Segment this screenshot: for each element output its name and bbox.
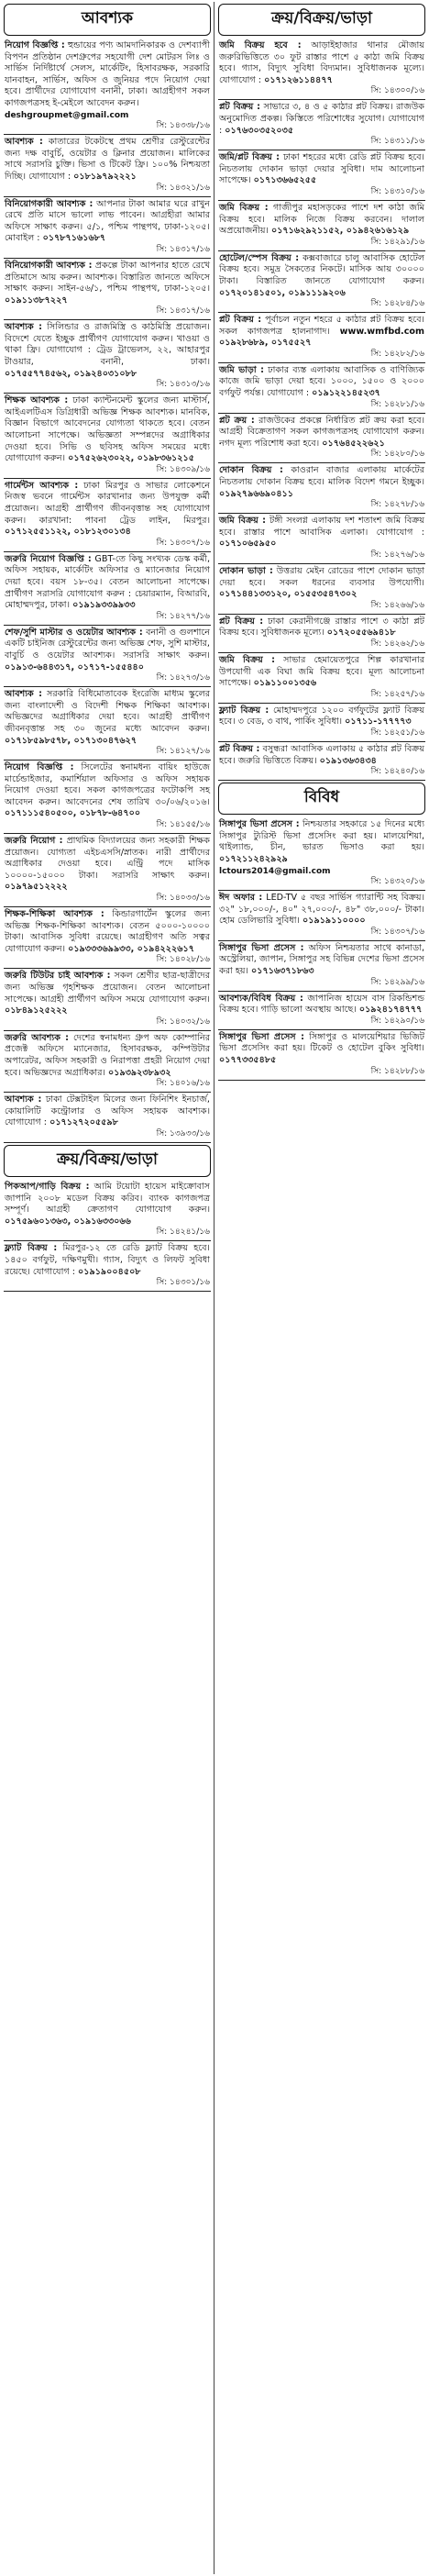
ad-code: সি: ১৪২৭৩/১৬	[156, 673, 210, 683]
classified-ad	[4, 1093, 211, 1143]
section-header-buy-sell: ক্রয়/বিক্রয়/ভাড়া	[4, 1145, 211, 1177]
classified-ad	[218, 615, 425, 653]
classified-ad	[218, 817, 425, 891]
classified-ad	[218, 891, 425, 941]
ad-body: আপনার টাকা আমার ঘরে রাখুন রেখে প্রতি মাসে ভালো লাভ পাবেন। আগ্রহীরা আমার অফিসে সাক্ষাৎ করুন। ৫/১, পশ্চিম পান্থপথ, ঢাকা-১২০৫। মোবাইল :	[5, 198, 210, 244]
ad-code: সি: ১৪৩১৭/১৬	[156, 306, 210, 316]
ad-code: সি: ১৪২৮৪/১৬	[370, 299, 424, 309]
ad-code: সি: ১৪৩০৯/১৬	[156, 464, 210, 474]
ad-title: আবশ্যক :	[5, 689, 42, 700]
ad-title: সিঙ্গাপুর ভিসা প্রসেস :	[219, 1031, 304, 1042]
ad-title: জরুরি আবশ্যক :	[5, 1032, 69, 1043]
ad-phone: ০১৮১৯৭৯২২২১	[73, 171, 137, 182]
ad-body: মোহাম্মদপুরে ১২০০ বর্গফুটের ফ্ল্যাট বিক্রয় হবে। ৩ বেড, ৩ বাথ, পার্কিং সুবিধা।	[219, 705, 424, 727]
classified-ad	[218, 514, 425, 564]
classified-ad	[218, 704, 425, 742]
ad-title: সিঙ্গাপুর ভিসা প্রসেস :	[219, 819, 300, 830]
ad-body: বসুন্ধরা আবাসিক এলাকায় ৫ কাঠার প্লট বিক্রয় হবে। জরুরি ভিত্তিতে বিক্রয়।	[219, 743, 424, 766]
ad-body: সাভার হেমায়েতপুরে শিল্প কারখানার উপযোগী এক বিঘা জমি বিক্রয় হবে। মূল্য আলোচনা সাপেক্ষে।	[219, 654, 424, 689]
ad-body: আমি টয়োটা হায়েস মাইক্রোবাস জাপানি ২০০৮ মডেল বিক্রয় করিব। ব্যাংক কাগজপত্র সম্পূর্ণ। আগ্রহী ক্রেতাগণ যোগাযোগ করুন।	[5, 1181, 210, 1216]
classified-ad	[218, 564, 425, 615]
ad-code: সি: ১৪২৫১/১৬	[370, 727, 424, 738]
ad-body: হুন্ডায়ের পণ্য আমদানিকারক ও দেশব্যাপী বিপণন প্রতিষ্ঠান দেশগ্রুপের সহযোগী দেশ মোটরস লিঃ ও সার্ভিস নির্দিষ্টার্থে সেলস, মার্কেটিং, হিসাবরক্ষক, সরকারি যানবাহন, সার্ভিস, অফিস ও জুনিয়র পদে নিয়োগ দেয়া হবে। প্রার্থীদের যোগাযোগ বনানী, ঢাকা। আগ্রহীগণ সকল কাগজপত্রসহ ই-মেইলে আবেদন করুন।	[5, 40, 210, 108]
ad-phone: ০১৭১৬৩৭১৮৬৩	[251, 966, 314, 977]
section-header-wanted: আবশ্যক	[4, 4, 211, 36]
ad-phone: ০১৭১৮৫৯৮৫৭৮, ০১৭১৩০৪৭৬২৭	[5, 735, 138, 746]
ad-title: বিনিয়োগকারী আবশ্যক :	[5, 198, 94, 209]
ad-phone: ০১৭১২৫৫১১২২, ০১৮১২৩০১৩৪	[5, 527, 131, 538]
ad-code: সি: ১৪৩৩৮/১৬	[156, 121, 210, 131]
right-ads-list-2	[218, 817, 425, 1081]
section-header-buy-sell-rent: ক্রয়/বিক্রয়/ভাড়া	[218, 4, 425, 36]
classified-ad	[218, 100, 425, 150]
ad-phone: ০১৯১৩৬৩৪৩৪	[319, 755, 377, 766]
ad-body: জাপানিজ হায়েস বাস রিকন্ডিশন্ড বিক্রয় হবে। গাড়ি ভালো অবস্থায় আছে।	[219, 993, 424, 1016]
classified-ad	[4, 259, 211, 320]
ad-code: সি: ১৪৩০০/১৬	[370, 86, 424, 96]
ad-title: ঈদ অফার :	[219, 893, 263, 904]
ad-title: দোকান বিক্রয় :	[219, 465, 283, 476]
ad-phone: ০১৭১২৭২০৫৫৯৮	[50, 1117, 118, 1128]
ad-code: সি: ১৪৩২১/১৬	[156, 183, 210, 193]
ad-title: জমি বিক্রয় হবে :	[219, 40, 302, 50]
ad-title: ফ্ল্যাট বিক্রয় :	[5, 1243, 58, 1254]
classified-ad	[218, 653, 425, 704]
ad-body: ঢাকা টেক্সটাইল মিলের জন্য ফিনিশিং ইনচার্জ, কোয়ালিটি কন্ট্রোলার ও অফিস সহায়ক আবশ্যক। যোগাযোগ :	[5, 1094, 210, 1128]
ad-title: শিক্ষক আবশ্যক :	[5, 395, 69, 406]
ad-title: শিক্ষক-শিক্ষিকা আবশ্যক :	[5, 909, 104, 920]
ad-phone: ০১৭১১১৫৪০৫০০, ০১৮৭৮-৬৪৭০০	[5, 808, 141, 819]
ad-code: সি: ১৪৩১৭/১৬	[156, 244, 210, 254]
ad-body: পূর্বাচল নতুন শহরে ৫ কাঠার প্লট বিক্রয় হবে। সকল কাগজপত্র হালনাগাদ।	[219, 315, 424, 337]
ad-code: সি: ১৪৩১১/১৬	[370, 137, 424, 147]
ad-body: LED-TV ৫ বছর সার্ভিস গ্যারান্টি সহ বিক্রয়। ৩২" ১৮,০০০/-, ৪০" ২৭,০০০/-, ৪৮" ৩৮,০০০/- টাকা। হোম ডেলিভারি সুবিধা।	[219, 893, 424, 927]
classified-ad	[4, 687, 211, 761]
ad-body: GBT-তে কিছু সংখ্যক ডেস্ক কর্মী, অফিস সহায়ক, মার্কেটিং অফিসার ও ম্যানেজার নিয়োগ দেয়া হবে। বয়স ১৮-৩৫। বেতন আলোচনা সাপেক্ষে। প্রার্থীগণ সরাসরি যোগাযোগ করুন : চেয়ারম্যান, বিআরবি, মোহাম্মদপুর, ঢাকা।	[5, 553, 210, 611]
ad-code: সি: ১৪২৮২/১৬	[370, 349, 424, 359]
ad-code: সি: ১৪১২৭/১৬	[156, 747, 210, 757]
ad-phone: ০১৭৮৭১৬১৬৮৭	[42, 233, 106, 244]
ad-title: প্লট বিক্রয় :	[219, 315, 262, 326]
ad-phone: ০১৯২৭৯৬৬৯০৪১১	[219, 488, 294, 499]
ad-website: www.wmfbd.com	[339, 326, 424, 337]
ad-title: প্লট বিক্রয় :	[219, 743, 260, 754]
ad-code: সি: ১৪২৭৭/১৬	[156, 611, 210, 621]
classified-ad	[218, 150, 425, 201]
ad-title: আবশ্যক :	[5, 1094, 42, 1105]
ad-code: সি: ১৪২৪১/১৬	[156, 1227, 210, 1238]
ad-title: শেফ/সুশি মাস্টার ও ওয়েটার আবশ্যক :	[5, 627, 143, 638]
ad-body: সকল শ্রেণীর ছাত্র-ছাত্রীদের জন্য অভিজ্ঞ গৃহশিক্ষক প্রয়োজন। বেতন আলোচনা সাপেক্ষে। আগ্রহী প্রার্থীগণ অফিস সময়ে যোগাযোগ করুন।	[5, 971, 211, 1005]
ad-code: সি: ১৪২৯১/১৬	[370, 237, 424, 247]
classified-ad	[218, 941, 425, 992]
ad-code: সি: ১৪২৬২/১৬	[370, 638, 424, 649]
ad-title: প্লট বিক্রয় :	[219, 616, 264, 627]
ad-code: সি: ১৪২৫৭/১৬	[370, 689, 424, 699]
ad-body: দেশের স্বনামধন্য গ্রুপ অফ কোম্পানির প্রজেক্ট অফিসে ম্যানেজার, হিসাবরক্ষক, কম্পিউটার অপারেটর, অফিস সহকারী ও নিরাপত্তা প্রহরী নিয়োগ দেয়া হবে। অভিজ্ঞদের অগ্রাধিকার।	[5, 1032, 210, 1078]
ad-title: হোটেল/স্পেস বিক্রয় :	[219, 252, 300, 263]
classified-ad	[4, 626, 211, 687]
right-column	[218, 2, 425, 2574]
ad-title: সিঙ্গাপুর ভিসা প্রসেস :	[219, 942, 304, 953]
ad-phone: ০১৭৫৯৬০১৩৬৩, ০১৯১৬৩৩০৬৬	[5, 1216, 131, 1227]
ad-body: সিলিন্ডার ও রাজমিস্ত্রি ও কাঠমিস্ত্রি প্রয়োজন। বিদেশে যেতে ইচ্ছুক প্রার্থীগণ যোগাযোগ করুন। খাওয়া ও থাকা ফ্রি। যোগাযোগ : ট্রেড ট্রাভেলস, ২২, আহারপুর টাওয়ার, বনানী, ঢাকা।	[5, 322, 210, 368]
ad-title: জমি বিক্রয় :	[219, 654, 276, 665]
ad-title: জরুরি নিয়োগ বিজ্ঞপ্তি :	[5, 553, 92, 564]
ad-body: রাজউকের প্রকল্পে নির্ধারিত প্লট ক্রয় করা হবে। আগ্রহী বিক্রেতাগণ সকল কাগজপত্রসহ যোগাযোগ করুন। নগদ মূল্য পরিশোধ করা হবে।	[219, 415, 425, 449]
classified-ad	[4, 907, 211, 969]
ad-code: সি: ১৪২৬৬/১৬	[370, 600, 424, 610]
ad-body: কাওরান বাজার এলাকায় মার্কেটের নিচতলায় দোকান বিক্রয় হবে। মালিক বিদেশ গমনে ইচ্ছুক।	[219, 465, 425, 488]
classified-ad	[4, 1031, 211, 1093]
ad-title: প্লট বিক্রয় :	[219, 102, 260, 113]
classified-ad	[4, 834, 211, 907]
ad-body: টঙ্গী সংলগ্ন এলাকায় দশ শতাংশ জমি বিক্রয় হবে। রাস্তার পাশে আবাসিক এলাকা। যোগাযোগ :	[219, 516, 424, 538]
classified-ad	[4, 761, 211, 834]
ad-body: মিরপুর-১২ তে রেডি ফ্ল্যাট বিক্রয় হবে। ১৪৫০ বর্গফুট, দক্ষিণমুখী। গ্যাস, বিদ্যুৎ ও লিফট সুবিধা রয়েছে। যোগাযোগ :	[5, 1243, 210, 1277]
ad-body: ঢাকা ক্যান্টনমেন্ট স্কুলের জন্য মাস্টার্স, আইএলটিএস ডিগ্রিধারী অভিজ্ঞ শিক্ষক আবশ্যক। মানবিক, বিজ্ঞান বিভাগে আবেদনের যোগ্যতা থাকতে হবে। বেতন আলোচনা সাপেক্ষে। অভিজ্ঞতা সম্পন্নদের অগ্রাধিকার দেওয়া হবে। সিভি ও ছবিসহ অফিস সময়ের মধ্যে যোগাযোগ করুন।	[5, 395, 211, 464]
section-header-misc: বিবিধ	[218, 783, 425, 815]
ad-email: deshgroupmet@gmail.com	[5, 110, 129, 120]
ad-title: জমি বিক্রয় :	[219, 516, 266, 527]
ad-code: সি: ১৪৩২০/১৬	[370, 877, 424, 887]
ad-body: অফিস নিশ্চয়তার সাথে কানাডা, অস্ট্রেলিয়া, জাপান, সিঙ্গাপুর সহ বিভিন্ন দেশের ভিসা প্রসেস করা হয়।	[219, 942, 424, 977]
left-ads-list-2	[4, 1180, 211, 1292]
ad-code: সি: ১৪০২৮/১৬	[156, 955, 210, 965]
classified-ad	[4, 135, 211, 196]
classified-ad	[218, 39, 425, 100]
ad-code: সি: ১৪২৮৮/১৬	[370, 1066, 424, 1076]
ad-phone: ০১৭১৪৪১৩৩১২০, ০১৫৫৩৫৪৭৩০২	[219, 589, 358, 600]
ad-body: নিশ্চয়তার সহকারে ১৫ দিনের মধ্যে সিঙ্গাপুর ট্যুরিস্ট ভিসা প্রসেসিং করা হয়। মালয়েশিয়া, থাইল্যান্ড, চীন, ভারত ভিসাও করা হয়।	[219, 819, 424, 853]
ad-code: সি: ১৪৩০৭/১৬	[156, 538, 210, 548]
ad-code: সি: ১৪৩১০/১৬	[370, 186, 424, 196]
ad-title: আবশ্যক :	[5, 322, 42, 333]
ad-body: কাতারের টকেটস্থে প্রথম শ্রেণীর রেস্টুরেন্টের জন্য দক্ষ বাবুর্চি, ওয়েটার ও ক্লিনার প্রয়োজন। মালিকের সাথে সরাসরি চুক্তি। ভিসা ও টিকেট ফ্রি। ১০০% নিশ্চয়তা দিচ্ছি। যোগাযোগ :	[5, 137, 210, 182]
ad-phone: ০১৭১০৬৫৯৫০	[219, 539, 277, 550]
ad-body: সাভারে ৩, ৪ ও ৫ কাঠার প্লট বিক্রয়। রাজউক অনুমোদিত প্রকল্প। কিস্তিতে পরিশোধের সুযোগ। যোগাযোগ :	[219, 102, 424, 136]
ad-phone: ০১৯১১০০১৩৫৬	[253, 678, 317, 689]
ad-body: কক্সবাজারে চালু আবাসিক হোটেল বিক্রয় হবে। সমুদ্র সৈকতের নিকটে। মাসিক আয় ৩০০০০ টাকা। বিস্তারিত জানতে যোগাযোগ করুন।	[219, 252, 424, 286]
ad-phone: ০১৯৭৯৫১২২২২	[5, 882, 68, 893]
ad-body: ঢাকা শহরের মধ্যে রেডি প্লট বিক্রয় হবে। নিচতলায় দোকান ভাড়া দেয়ার সুবিধা। দাম আলোচনা সাপেক্ষে।	[219, 152, 424, 186]
ad-phone: ০১৭৫৫৭৭৪৫৬২, ০১৯২৪০৩১০৮৮	[5, 368, 138, 379]
ad-phone: ০১৭২০১৪১৫০১, ০১৯১১১৯২০৬	[219, 287, 346, 298]
classified-ad	[4, 394, 211, 479]
ad-phone: ০১৭৫২৬২৩০২২, ০১৯৮৩৬১২১৫	[68, 453, 194, 464]
ad-phone: ০১৯১৩-৬৪৪৩১৭, ০১৭১৭-১৫৫৪৪০	[5, 661, 145, 672]
classified-ad	[4, 320, 211, 394]
classified-ad	[4, 1241, 211, 1292]
ad-code: সি: ১৪৩০১/১৬	[156, 1278, 210, 1288]
classified-ad	[218, 251, 425, 313]
ad-email: lctours2014@gmail.com	[219, 866, 331, 876]
ad-phone: ০১৯২৪১৭৪৭৭৭	[358, 1005, 423, 1016]
classified-ad	[218, 742, 425, 781]
classified-ad	[218, 463, 425, 514]
ad-title: আবশ্যক :	[5, 137, 43, 148]
ad-body: বনানী ও গুলশানে একটি চাইনিজ রেস্টুরেন্টের জন্য অভিজ্ঞ শেফ, সুশি মাস্টার, বাবুর্চি ও ওয়েটার আবশ্যক। সরাসরি সাক্ষাৎ করুন।	[5, 627, 210, 661]
ad-code: সি: ১৪২৮১/১৬	[370, 399, 424, 409]
ad-code: সি: ১৪২৯০/১৬	[370, 1016, 424, 1026]
classified-ad	[218, 201, 425, 251]
ad-title: ফ্ল্যাট বিক্রয় :	[219, 705, 270, 716]
ad-title: প্লট ক্রয় :	[219, 415, 255, 426]
ad-body: গাজীপুর মহাসড়কের পাশে দশ কাঠা জমি বিক্রয় হবে। মালিক নিজে বিক্রয় করবেন। দালাল অপ্রয়োজনীয়।	[219, 202, 424, 237]
classified-ad	[4, 39, 211, 135]
ad-phone: ০১৭৬৩০৩৫২০৩৫	[225, 125, 294, 136]
ad-body: ঢাকা কেরানীগঞ্জে রাস্তার পাশে ৩ কাঠা প্লট বিক্রয় হবে। সুবিধাজনক মূল্যে।	[219, 616, 424, 638]
classified-ad	[4, 552, 211, 626]
ad-title: নিয়োগ বিজ্ঞপ্তি :	[5, 40, 65, 50]
ad-title: জরুরি নিয়োগ :	[5, 836, 63, 847]
classified-ad	[218, 313, 425, 363]
ad-phone: ০১৭৭৩৩৫৪৮৫	[219, 1055, 277, 1066]
ad-body: উত্তরায় মেইন রোডের পাশে দোকান ভাড়া দেয়া হবে। সকল ধরনের ব্যবসার উপযোগী।	[219, 566, 424, 588]
ad-body: ঢাকা মিরপুর ও সাভার লোকেশনে নিজস্ব ভবনে গার্মেন্টস কারখানার জন্য উপযুক্ত কর্মী প্রয়োজন। আগ্রহী প্রার্থীগণ জীবনবৃত্তান্ত সহ যোগাযোগ করুন। কারখানা: পাবনা ট্রেড লাইন, মিরপুর।	[5, 480, 210, 526]
ad-title: আবশ্যক/বিবিধ বিক্রয় :	[219, 993, 303, 1004]
ad-body: সিলেটের স্বনামধন্য বায়িং হাউজে মার্চেন্ডাইজার, কমার্শিয়াল অফিসার ও অফিস সহায়ক নিয়োগ দেওয়া হবে। সকল কাগজপত্রের ফটোকপি সহ আবেদন করুন। আবেদনের শেষ তারিখ ৩০/০৬/২০১৬।	[5, 762, 210, 807]
ad-title: পিকআপ/গাড়ি বিক্রয় :	[5, 1181, 90, 1192]
ad-phone: ০১৯২৮৬৮৯, ০১৭৫৫২৭	[219, 338, 312, 349]
ad-phone: ০১৯৩৩৩৬৯৯৩৩, ০১৯৪২২২৬১৭	[68, 943, 194, 954]
ad-phone: ০১৯১২২১৪৫২৩৭	[312, 388, 380, 399]
classified-ad	[4, 479, 211, 552]
classified-ad	[218, 1030, 425, 1081]
ad-title: জমি ভাড়া :	[219, 364, 264, 375]
classified-ad	[218, 414, 425, 464]
ad-phone: ০১৯১৯১১০০০০	[302, 916, 366, 927]
classified-ad	[218, 992, 425, 1030]
ad-code: সি: ১৩৯৩৩/১৬	[156, 1128, 210, 1138]
ad-body: সরকারি বিধিমোতাবেক ইংরেজি মাধ্যম স্কুলের জন্য বাংলাদেশী ও বিদেশী শিক্ষক শিক্ষিকা আবশ্যক। অভিজ্ঞদের অগ্রাধিকার দেয়া হবে। আগ্রহী প্রার্থীগণ জীবনবৃত্তান্ত সহ ৩০ জুনের মধ্যে আবেদন করুন।	[5, 689, 210, 734]
ad-body: সিঙ্গাপুর ও মালয়েশিয়ার ভিজিট ভিসা প্রসেসিং করা হয়। টিকেট ও হোটেল বুকিং সুবিধা।	[219, 1031, 424, 1054]
classified-ad	[218, 363, 425, 414]
ad-code: সি: ১৪২৪০/১৬	[370, 767, 424, 777]
right-ads-list	[218, 39, 425, 781]
ad-code: সি: ১৪১৫৫/১৬	[156, 820, 210, 830]
ad-phone: ০১৭১১-১৭৭৭৭৩	[345, 716, 412, 727]
ad-code: সি: ১৪০১৬/১৬	[156, 1079, 210, 1089]
ad-phone: ০১৯১৯৩৩৯৯৩৩	[72, 600, 136, 611]
ad-phone: ০১৮৪৯১২৫২২২	[5, 1005, 68, 1016]
ad-phone: ০১৭৬৪৫২২৬২১	[322, 438, 385, 449]
ad-code: সি: ১৪০৩৩/১৬	[156, 894, 210, 904]
ad-phone: ০১৭১৬২৯২১১৫২, ০১৯৪২৬১৬১২৯	[270, 226, 410, 237]
ad-body: আড়াইহাজার থানার মৌজায় জরুরিভিত্তিতে ৩০ ফুট রাস্তার পাশে ৫ কাঠা জমি বিক্রয় হবে। গ্যাস, বিদ্যুৎ সুবিধা বিদ্যমান। সুবিধাজনক মূল্যে। যোগাযোগ :	[219, 40, 424, 85]
ad-title: বিনিয়োগকারী আবশ্যক :	[5, 260, 93, 271]
ad-phone: ০১৯১১৩৮৭২২৭	[5, 294, 68, 305]
left-column	[4, 2, 211, 2574]
ad-body: প্রকল্পে টাকা আপনার হাতে রেখে প্রতিমাসে আয় করুন। আবশ্যক। বিস্তারিত জানতে অফিসে সাক্ষাৎ করুন। সাইন-৫৬/১, পশ্চিম পান্থপথ, ঢাকা-১২০৫।	[5, 260, 210, 294]
left-ads-list	[4, 39, 211, 1143]
ad-code: সি: ১৪২৮০/১৬	[370, 450, 424, 460]
ad-phone: ০১৭২১১২৪২৯২৯	[219, 853, 288, 864]
ad-title: জমি/প্লট বিক্রয় :	[219, 152, 280, 163]
ad-phone: ০১৭১২৬১১৪৪৭৭	[264, 74, 333, 85]
ad-phone: ০১৭২০৫৫৬৯৪১৮	[326, 627, 396, 638]
ad-title: জরুরি টিউটর চাই আবশ্যক :	[5, 971, 111, 982]
ad-code: সি: ১৪২৭৬/১৬	[370, 550, 424, 560]
ad-title: দোকান ভাড়া :	[219, 566, 273, 576]
classified-ad	[4, 197, 211, 259]
ad-body: ঢাকার ব্যস্ত এলাকায় আবাসিক ও বাণিজ্যিক কাজে জমি ভাড়া দেয়া হবে। ১০০০, ১৫০০ ও ২০০০ বর্গফুট পর্যন্ত। যোগাযোগ :	[219, 364, 424, 399]
ad-body: প্রাথমিক বিদ্যালয়ের জন্য সহকারী শিক্ষক প্রয়োজন। যোগ্যতা এইচএসসি/স্নাতক। নারী প্রার্থীদের অগ্রাধিকার দেওয়া হবে। এন্ট্রি পদে মাসিক ১০০০০-১৫০০০ টাকা। সরাসরি সাক্ষাৎ করুন।	[5, 836, 210, 881]
ad-code: সি: ১৪৩০৭/১৬	[370, 927, 424, 937]
ad-code: সি: ১৪০৩২/১৬	[156, 1016, 210, 1027]
ad-code: সি: ১৪২৭৮/১৬	[370, 500, 424, 510]
ad-phone: ০১৯৩৯২৩৮৯৩২	[108, 1067, 171, 1078]
classified-ad	[4, 969, 211, 1030]
ad-title: নিয়োগ বিজ্ঞপ্তি :	[5, 762, 74, 773]
classified-ad	[4, 1180, 211, 1241]
ad-body: কিন্ডারগার্টেন স্কুলের জন্য অভিজ্ঞ শিক্ষক-শিক্ষিকা আবশ্যক। বেতন ৫০০০-১০০০০ টাকা। আবাসিক সুবিধা রয়েছে। আগ্রহীগণ অতি সত্বর যোগাযোগ করুন।	[5, 909, 210, 954]
ad-phone: ০১৭১৩৬৬৫২৫৫	[253, 175, 317, 186]
ad-title: গার্মেন্টস আবশ্যক :	[5, 480, 79, 491]
ad-code: সি: ১৪২৯৯/১৬	[370, 977, 424, 987]
ad-title: জমি বিক্রয় :	[219, 202, 269, 213]
ad-code: সি: ১৪৩১৩/১৬	[156, 380, 210, 390]
ad-phone: ০১৯১৯০০৪৫০৮	[78, 1266, 141, 1277]
